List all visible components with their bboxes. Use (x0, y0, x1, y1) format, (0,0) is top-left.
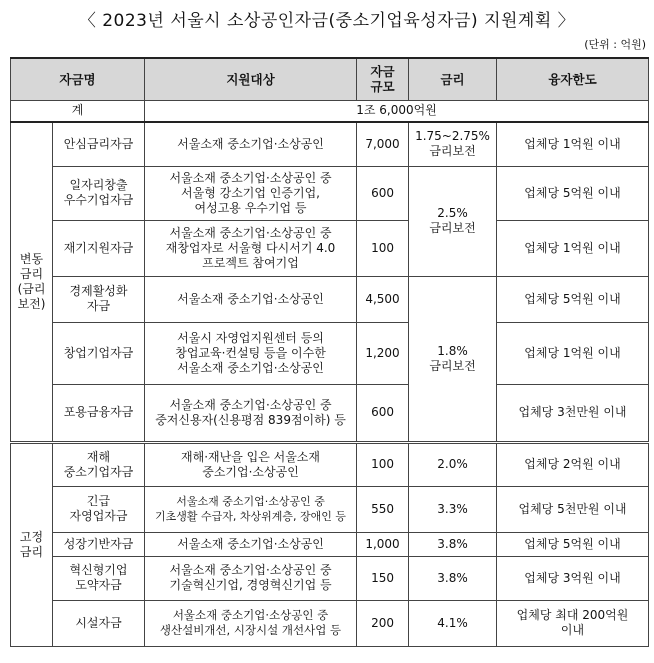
fund-limit: 업체당 5천만원 이내 (497, 486, 649, 532)
fund-scale: 7,000 (357, 122, 409, 166)
fund-target: 재해·재난을 입은 서울소재 중소기업·소상공인 (145, 442, 357, 486)
fund-limit: 업체당 3억원 이내 (497, 556, 649, 600)
fund-rate: 1.75~2.75% 금리보전 (409, 122, 497, 166)
fund-rate: 1.8% 금리보전 (409, 276, 497, 442)
fund-scale: 600 (357, 166, 409, 220)
fund-target: 서울소재 중소기업·소상공인 중 기술혁신기업, 경영혁신기업 등 (145, 556, 357, 600)
table-row (11, 486, 649, 532)
fund-target: 서울소재 중소기업·소상공인 중 생산설비개선, 시장시설 개선사업 등 (145, 600, 357, 646)
fund-limit: 업체당 5억원 이내 (497, 532, 649, 556)
fund-target: 서울소재 중소기업·소상공인 중 재창업자로 서울형 다시서기 4.0 프로젝트 참여기업 (145, 220, 357, 276)
fund-target: 서울소재 중소기업·소상공인 (145, 532, 357, 556)
fund-rate: 3.3% (409, 486, 497, 532)
header-target: 지원대상 (145, 58, 357, 100)
fund-target: 서울시 자영업지원센터 등의 창업교육·컨설팅 등을 이수한 서울소재 중소기업·소상공인 (145, 322, 357, 384)
fund-name: 포용금융자금 (53, 384, 145, 442)
header-row (11, 58, 649, 100)
fund-name: 안심금리자금 (53, 122, 145, 166)
table-row (11, 556, 649, 600)
fund-target: 서울소재 중소기업·소상공인 중 기초생활 수급자, 차상위계층, 장애인 등 (145, 486, 357, 532)
table-row (11, 122, 649, 166)
fund-scale: 200 (357, 600, 409, 646)
fund-target: 서울소재 중소기업·소상공인 중 서울형 강소기업 인증기업, 여성고용 우수기업 등 (145, 166, 357, 220)
fund-limit: 업체당 1억원 이내 (497, 322, 649, 384)
table-row (11, 166, 649, 220)
fund-name: 긴급 자영업자금 (53, 486, 145, 532)
header-scale: 자금 규모 (357, 58, 409, 100)
table-row (11, 532, 649, 556)
document-title: 〈 2023년 서울시 소상공인자금(중소기업육성자금) 지원계획 〉 (78, 11, 576, 31)
header-limit: 융자한도 (497, 58, 649, 100)
fund-name: 창업기업자금 (53, 322, 145, 384)
fund-name: 혁신형기업 도약자금 (53, 556, 145, 600)
fund-name: 성장기반자금 (53, 532, 145, 556)
fund-name: 시설자금 (53, 600, 145, 646)
fund-name: 일자리창출 우수기업자금 (53, 166, 145, 220)
fund-limit: 업체당 1억원 이내 (497, 220, 649, 276)
fund-scale: 1,200 (357, 322, 409, 384)
fund-target: 서울소재 중소기업·소상공인 (145, 122, 357, 166)
fund-limit: 업체당 3천만원 이내 (497, 384, 649, 442)
fund-name: 재기지원자금 (53, 220, 145, 276)
fund-limit: 업체당 2억원 이내 (497, 442, 649, 486)
fund-limit: 업체당 5억원 이내 (497, 166, 649, 220)
fund-rate: 4.1% (409, 600, 497, 646)
fund-limit: 업체당 5억원 이내 (497, 276, 649, 322)
fund-name: 재해 중소기업자금 (53, 442, 145, 486)
fund-limit: 업체당 최대 200억원 이내 (497, 600, 649, 646)
fund-scale: 100 (357, 220, 409, 276)
table-row (11, 322, 649, 384)
fund-target: 서울소재 중소기업·소상공인 (145, 276, 357, 322)
header-fund-name: 자금명 (11, 58, 145, 100)
fund-rate: 2.0% (409, 442, 497, 486)
fund-scale: 4,500 (357, 276, 409, 322)
fund-rate: 3.8% (409, 532, 497, 556)
total-label: 계 (11, 100, 145, 122)
table-row (11, 442, 649, 486)
total-value: 1조 6,000억원 (145, 100, 649, 122)
table-row (11, 600, 649, 646)
fund-rate: 3.8% (409, 556, 497, 600)
fund-limit: 업체당 1억원 이내 (497, 122, 649, 166)
fund-rate: 2.5% 금리보전 (409, 166, 497, 276)
fund-name: 경제활성화 자금 (53, 276, 145, 322)
group-variable-rate: 변동 금리 (금리 보전) (11, 122, 53, 442)
fund-target: 서울소재 중소기업·소상공인 중 중저신용자(신용평점 839점이하) 등 (145, 384, 357, 442)
fund-scale: 550 (357, 486, 409, 532)
table-row (11, 384, 649, 442)
fund-scale: 150 (357, 556, 409, 600)
group-fixed-rate: 고정 금리 (11, 442, 53, 646)
table-row (11, 276, 649, 322)
unit-label: (단위 : 억원) (584, 38, 646, 51)
fund-plan-table (10, 57, 649, 647)
total-row (11, 100, 649, 122)
fund-scale: 100 (357, 442, 409, 486)
table-row (11, 220, 649, 276)
fund-scale: 1,000 (357, 532, 409, 556)
header-rate: 금리 (409, 58, 497, 100)
fund-scale: 600 (357, 384, 409, 442)
